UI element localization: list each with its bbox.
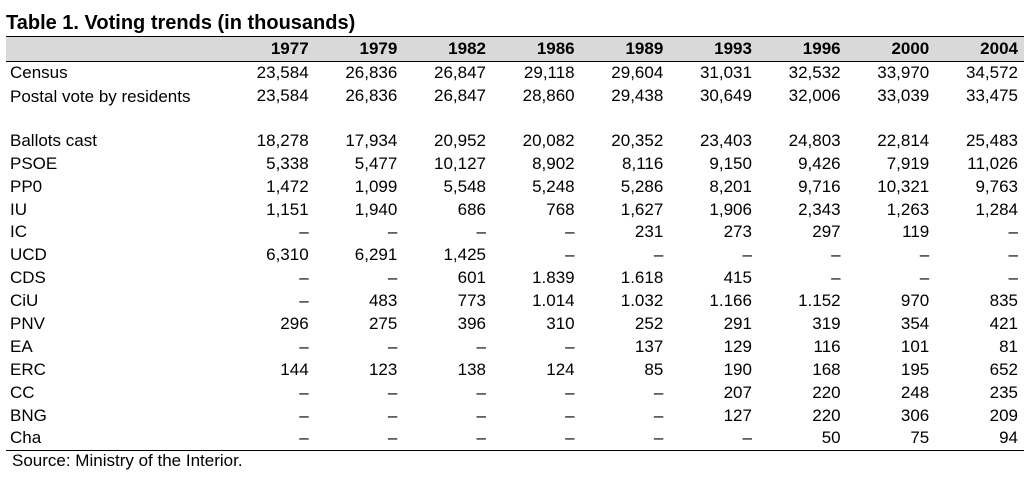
table-cell: 231 [634,222,664,242]
table-cell: 18,278 [256,130,309,150]
year-header-1986: 1986 [492,37,581,62]
table-cell: 129 [723,336,752,356]
year-header-2000: 2000 [847,37,936,62]
table-cell: – [387,382,398,402]
table-cell: 81 [999,336,1018,356]
table-row [6,290,1024,313]
table-cell: 421 [989,314,1018,334]
table-cell: – [653,405,664,425]
row-label: CC [10,382,35,402]
table-cell: 26,836 [345,85,398,105]
table-cell: 5,286 [620,176,664,196]
table-cell: – [299,268,309,288]
table-cell: 50 [758,427,847,450]
table-cell: 29,118 [523,63,575,82]
row-label: PP0 [10,176,43,196]
table-cell: – [742,245,752,265]
year-header-1979: 1979 [315,37,404,62]
table-cell: 6,310 [266,245,309,265]
table-cell: – [315,427,404,450]
table-cell: 1.152 [798,291,841,311]
table-cell: 1,940 [354,199,398,219]
table-cell: 32,532 [788,63,841,82]
table-cell: 235 [989,382,1018,402]
row-label: PSOE [10,153,58,173]
table-cell: 190 [723,359,752,379]
table-row [6,85,1024,130]
table-cell: – [299,291,309,311]
table-cell: 116 [813,336,841,356]
table-row [6,359,1024,382]
table-cell: 1.032 [620,291,664,311]
table-cell: 32,006 [788,85,841,105]
table-cell: 24,803 [788,130,841,150]
table-row [6,244,1024,267]
table-cell: 319 [812,314,841,334]
row-label: BNG [10,405,47,425]
table-cell: 209 [989,405,1018,425]
year-header-1977: 1977 [226,37,315,62]
table-cell: 296 [280,314,309,334]
table-cell: 1,151 [266,199,309,219]
table-cell: 17,934 [345,130,398,150]
table-cell: – [476,382,486,402]
table-cell: 310 [546,314,575,334]
table-cell: 11,026 [967,153,1018,173]
table-cell: 5,477 [354,153,398,173]
table-cell: – [1008,245,1018,265]
table-row [6,199,1024,222]
table-cell: – [476,405,486,425]
table-cell: 94 [935,427,1024,450]
table-cell: 7,919 [886,153,930,173]
table-row [6,153,1024,176]
year-header-2004: 2004 [935,37,1024,62]
table-cell: 26,847 [433,85,486,105]
table-cell: – [387,336,398,356]
table-cell: 248 [900,382,930,402]
table-cell: 26,847 [433,63,486,82]
table-cell: – [299,382,309,402]
table-cell: – [581,427,670,450]
table-cell: 1.014 [532,291,575,311]
table-cell: 33,475 [966,85,1018,105]
table-cell: 1.839 [532,268,575,288]
table-cell: 33,970 [877,63,930,82]
table-cell: – [226,427,315,450]
row-label: IU [10,199,27,219]
table-cell: 123 [368,359,398,379]
year-header-1982: 1982 [403,37,492,62]
table-cell: 75 [847,427,936,450]
table-cell: 10,127 [433,153,486,173]
table-cell: 20,952 [433,130,486,150]
table-cell: 137 [634,336,664,356]
table-cell: – [1008,268,1018,288]
table-cell: 9,716 [798,176,841,196]
table-cell: 275 [368,314,398,334]
table-cell: – [387,268,398,288]
table-cell: 33,039 [877,85,930,105]
row-label: Cha [6,427,226,450]
table-cell: – [299,222,309,242]
table-cell: 30,649 [699,85,752,105]
table-cell: 773 [457,291,486,311]
table-cell: 252 [634,314,664,334]
table-cell: – [299,336,309,356]
table-cell: 34,572 [966,63,1018,82]
table-cell: 291 [723,314,752,334]
table-cell: 25,483 [966,130,1018,150]
table-cell: 207 [723,382,752,402]
table-row [6,313,1024,336]
table-row [6,176,1024,199]
row-label: PNV [10,314,45,334]
year-header-1993: 1993 [669,37,758,62]
table-cell: 220 [812,405,841,425]
table-row [6,427,1024,450]
table-body [6,62,1024,451]
table-cell: 1,627 [620,199,664,219]
table-cell: 2,343 [798,199,841,219]
table-header-row [6,37,1024,62]
table-cell: 970 [900,291,930,311]
table-cell: 415 [723,268,752,288]
table-cell: 396 [457,314,486,334]
table-cell: 23,584 [256,63,309,82]
table-cell: 28,860 [522,85,575,105]
table-cell: – [387,222,398,242]
source-note: Source: Ministry of the Interior. [12,451,243,470]
table-cell: 8,116 [622,153,664,173]
table-cell: 9,150 [709,153,752,173]
table-row [6,130,1024,153]
table-cell: 483 [368,291,398,311]
table-cell: – [565,405,575,425]
table-cell: 5,338 [266,153,309,173]
header-blank-cell [6,37,226,62]
table-cell: 29,604 [611,63,664,82]
table-cell: 601 [457,268,486,288]
table-cell: – [919,268,930,288]
table-cell: 168 [812,359,841,379]
table-cell: 9,426 [798,153,841,173]
table-cell: 297 [812,222,841,242]
table-cell: 8,902 [532,153,575,173]
table-cell: 354 [900,314,930,334]
table-cell: 1,099 [354,176,398,196]
table-row [6,267,1024,290]
row-label: CiU [10,291,39,311]
table-row [6,382,1024,405]
table-cell: 26,836 [345,63,398,82]
table-cell: – [299,405,309,425]
table-cell: 29,438 [611,85,664,105]
row-label: CDS [10,268,46,288]
table-cell: 1,263 [886,199,930,219]
table-cell: – [919,245,930,265]
table-cell: 768 [546,199,575,219]
table-row [6,405,1024,428]
table-cell: 8,201 [709,176,752,196]
table-cell: 144 [280,359,309,379]
table-cell: – [565,222,575,242]
table-cell: – [669,427,758,450]
row-label: UCD [10,245,47,265]
table-cell: – [653,245,664,265]
table-cell: 10,321 [877,176,930,196]
table-cell: 138 [457,359,486,379]
table-cell: 1,284 [975,199,1018,219]
table-cell: 6,291 [354,245,398,265]
row-label: Postal vote by residents [10,86,191,106]
table-cell: 23,584 [256,85,309,105]
table-cell: – [387,405,398,425]
table-cell: – [403,427,492,450]
table-cell: 127 [723,405,752,425]
table-cell: 124 [546,359,575,379]
table-cell: 1.618 [620,268,664,288]
table-cell: 31,031 [699,63,752,82]
table-cell: 835 [989,291,1018,311]
table-cell: 1.166 [709,291,752,311]
table-cell: 20,082 [522,130,575,150]
row-label: EA [10,336,33,356]
table-cell: 5,548 [443,176,486,196]
table-cell: 119 [902,222,930,242]
table-cell: 195 [900,359,930,379]
table-cell: – [1008,222,1018,242]
table-cell: 652 [989,359,1018,379]
table-cell: 1,425 [443,245,486,265]
table-cell: – [831,245,841,265]
year-header-1989: 1989 [581,37,670,62]
table-cell: 306 [900,405,930,425]
table-row [6,221,1024,244]
table-cell: – [492,427,581,450]
table-cell: – [653,382,664,402]
row-label: ERC [10,359,46,379]
table-cell: 220 [812,382,841,402]
table-cell: 101 [900,336,930,356]
row-label: Census [10,63,68,82]
row-label: IC [10,222,27,242]
table-cell: – [565,336,575,356]
voting-trends-table [6,36,1024,451]
table-cell: 23,403 [699,130,752,150]
table-cell: – [565,245,575,265]
table-cell: 686 [457,199,486,219]
table-row [6,62,1024,85]
table-cell: 1,906 [709,199,752,219]
year-header-1996: 1996 [758,37,847,62]
table-cell: 5,248 [532,176,575,196]
table-cell: 85 [644,359,664,379]
table-cell: 273 [723,222,752,242]
table-cell: 9,763 [975,176,1018,196]
row-label: Ballots cast [10,130,97,150]
table-cell: – [831,268,841,288]
table-cell: 20,352 [611,130,664,150]
table-cell: – [476,222,486,242]
table-cell: 22,814 [877,130,930,150]
table-title: Table 1. Voting trends (in thousands) [6,12,356,34]
table-row [6,336,1024,359]
table-cell: 1,472 [266,176,309,196]
table-cell: – [476,336,486,356]
table-cell: – [565,382,575,402]
